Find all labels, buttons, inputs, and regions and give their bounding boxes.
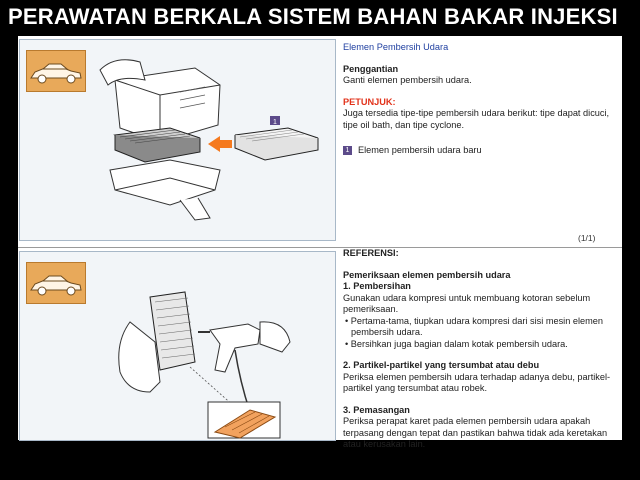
- slide-title: PERAWATAN BERKALA SISTEM BAHAN BAKAR INJEKSI: [8, 4, 618, 29]
- hint-text: Juga tersedia tipe-tipe pembersih udara berikut: tipe dapat dicuci, tipe oil bath, dan tipe cyclone.: [343, 108, 610, 130]
- step3-title: 3. Pemasangan: [343, 404, 410, 415]
- pager: (1/1): [578, 233, 596, 243]
- step1-title: 1. Pembersihan: [343, 281, 411, 291]
- step1-bullet-2: • Bersihkan juga bagian dalam kotak pembersih udara.: [345, 338, 568, 349]
- inspection-text: [343, 232, 615, 451]
- legend-row: [343, 145, 615, 157]
- air-cleaner-inspection-illustration: [19, 251, 336, 441]
- air-gun-icon: [20, 252, 335, 440]
- step1-bullet-1: • Pertama-tama, tiupkan udara kompresi dari sisi mesin elemen pembersih udara.: [345, 315, 604, 337]
- section-title: Elemen Pembersih Udara: [343, 42, 449, 52]
- step1-text: Gunakan udara kompresi untuk membuang kotoran sebelum pemeriksaan.: [343, 292, 591, 314]
- replacement-heading: Penggantian: [343, 63, 399, 74]
- legend-badge: 1: [343, 146, 352, 155]
- step2-title: 2. Partikel-partikel yang tersumbat atau debu: [343, 360, 540, 370]
- svg-text:1: 1: [273, 119, 277, 126]
- reference-title: Pemeriksaan elemen pembersih udara: [343, 269, 511, 280]
- legend-text: Elemen pembersih udara baru: [358, 145, 482, 155]
- reference-label: REFERENSI:: [343, 248, 399, 258]
- air-filter-icon: [20, 40, 335, 240]
- content-panel: [18, 36, 622, 449]
- arrow-left-icon: [208, 136, 232, 152]
- step2-text: Periksa elemen pembersih udara terhadap adanya debu, partikel-partikel yang tersumbat atau robek.: [343, 371, 611, 393]
- air-cleaner-replacement-illustration: [19, 39, 336, 241]
- step3-text: Periksa perapat karet pada elemen pembersih udara apakah terpasang dengan tepat dan pastikan bahwa tidak ada keretakan atau kerusakan lain.: [343, 416, 608, 449]
- hint-label: PETUNJUK:: [343, 96, 396, 107]
- replacement-text-line: Ganti elemen pembersih udara.: [343, 75, 472, 85]
- replacement-text: [343, 42, 615, 157]
